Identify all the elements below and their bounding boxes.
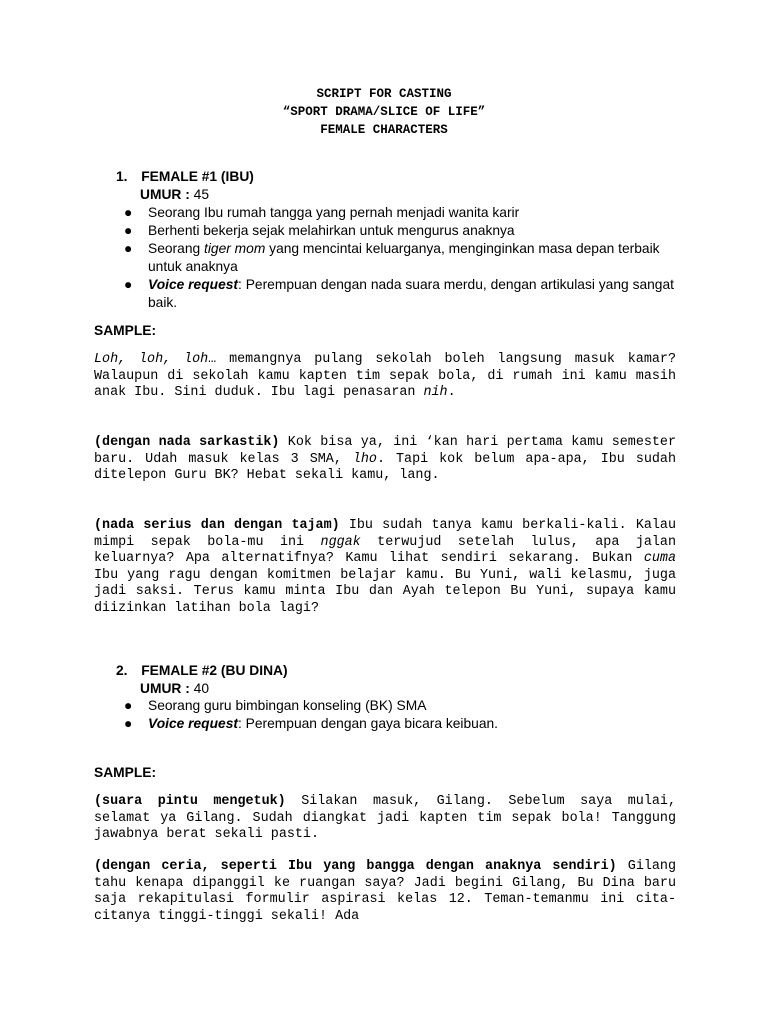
sample-paragraph: (suara pintu mengetuk) Silakan masuk, Gilang. Sebelum saya mulai, selamat ya Gilang. Sudah diangkat jadi kapten tim sepak bola! Tanggung jawabnya berat sekali pasti. <box>94 794 676 843</box>
character-1-traits <box>124 204 674 312</box>
character-2-traits <box>124 697 674 733</box>
age-value: 45 <box>193 187 210 202</box>
character-2-name: FEMALE #2 (BU DINA) <box>141 663 288 678</box>
list-item: ● Berhenti bekerja sejak melahirkan untuk mengurus anaknya <box>124 223 515 238</box>
stage-direction: (nada serius dan dengan tajam) <box>94 518 340 533</box>
bullet-icon: ● <box>124 223 133 238</box>
character-1-age <box>140 186 209 204</box>
character-2-age <box>140 680 209 698</box>
stage-direction: (dengan ceria, seperti Ibu yang bangga dengan anaknya sendiri) <box>94 859 617 874</box>
sample-label: SAMPLE: <box>94 765 157 780</box>
character-1-number: 1. <box>116 169 128 184</box>
age-label: UMUR : <box>140 681 190 696</box>
bullet-icon: ● <box>124 716 133 731</box>
voice-request-label: Voice request <box>148 277 239 292</box>
doc-title: SCRIPT FOR CASTING <box>316 87 452 101</box>
list-item: ● Seorang Ibu rumah tangga yang pernah menjadi wanita karir <box>124 205 520 220</box>
doc-subtitle-genre: “SPORT DRAMA/SLICE OF LIFE” <box>282 105 486 119</box>
stage-direction: (dengan nada sarkastik) <box>94 435 280 450</box>
stage-direction: (suara pintu mengetuk) <box>94 794 286 809</box>
voice-request-label: Voice request <box>148 716 238 731</box>
emphasis: tiger mom <box>204 241 266 256</box>
age-label: UMUR : <box>140 187 190 202</box>
character-1-name: FEMALE #1 (IBU) <box>141 169 254 184</box>
sample-paragraph: (nada serius dan dengan tajam) Ibu sudah tanya kamu berkali-kali. Kalau mimpi sepak bola-mu ini nggak terwujud setelah lulus, apa jalan keluarnya? Apa alternatifnya? Kamu lihat sendiri sekarang. Bukan cuma Ibu yang ragu dengan komitmen belajar kamu. Bu Yuni, wali kelasmu, juga jadi saksi. Terus kamu minta Ibu dan Ayah telepon Bu Yuni, supaya kamu diizinkan latihan bola lagi? <box>94 518 677 616</box>
bullet-icon: ● <box>124 277 133 292</box>
list-item: ● Voice request: Perempuan dengan nada suara merdu, dengan artikulasi yang sangat baik. <box>124 277 674 310</box>
bullet-icon: ● <box>124 205 133 220</box>
character-2-number: 2. <box>116 663 128 678</box>
character-2-heading <box>116 662 288 680</box>
sample-paragraph: (dengan nada sarkastik) Kok bisa ya, ini ‘kan hari pertama kamu semester baru. Udah masuk kelas 3 SMA, lho. Tapi kok belum apa-apa, Ibu sudah ditelepon Guru BK? Hebat sekali kamu, lang. <box>94 435 677 484</box>
bullet-icon: ● <box>124 698 133 713</box>
list-item: ● Seorang tiger mom yang mencintai keluarganya, menginginkan masa depan terbaik untuk anaknya <box>124 241 660 274</box>
list-item: ● Voice request: Perempuan dengan gaya bicara keibuan. <box>124 716 499 731</box>
doc-subtitle-characters: FEMALE CHARACTERS <box>320 123 448 137</box>
age-value: 40 <box>193 681 210 696</box>
sample-label: SAMPLE: <box>94 323 157 338</box>
sample-paragraph: (dengan ceria, seperti Ibu yang bangga dengan anaknya sendiri) Gilang tahu kenapa dipanggil ke ruangan saya? Jadi begini Gilang, Bu Dina baru saja rekapitulasi formulir aspirasi kelas 12. Teman-temanmu ini cita-citanya tinggi-tinggi sekali! Ada <box>94 859 676 924</box>
list-item: ● Seorang guru bimbingan konseling (BK) SMA <box>124 698 427 713</box>
bullet-icon: ● <box>124 241 133 256</box>
character-1-heading <box>116 168 254 186</box>
sample-paragraph: Loh, loh, loh… memangnya pulang sekolah boleh langsung masuk kamar? Walaupun di sekolah kamu kapten tim sepak bola, di rumah ini kamu masih anak Ibu. Sini duduk. Ibu lagi penasaran nih. <box>94 352 676 401</box>
